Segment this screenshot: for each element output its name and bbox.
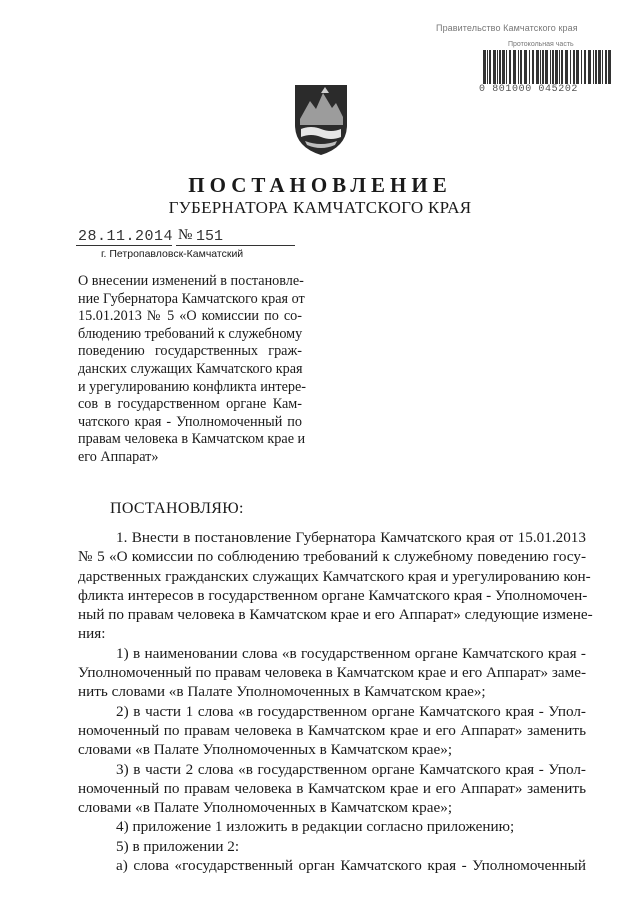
body-paragraph-line: словами «в Палате Уполномоченных в Камчатском крае»;: [78, 741, 453, 759]
document-body: [78, 528, 593, 875]
body-paragraph-line: номоченный по правам человека в Камчатском крае и его Аппарат» заменить: [78, 779, 586, 797]
body-paragraph-line: 1. Внести в постановление Губернатора Камчатского края от 15.01.2013: [116, 529, 586, 546]
subject-line: 15.01.2013 № 5 «О комиссии по со-: [78, 308, 302, 325]
document-subject: [78, 273, 307, 467]
body-paragraph-line: фликта интересов в государственном органе Камчатского края - Уполномочен-: [78, 586, 588, 604]
number-sign: №: [178, 227, 193, 243]
body-paragraph-line: № 5 «О комиссии по соблюдению требований к служебному поведению госу-: [78, 548, 586, 566]
registry-stamp-subheader: Протокольная часть: [508, 41, 574, 48]
subject-line: данских служащих Камчатского края: [78, 360, 303, 377]
registry-stamp-header: Правительство Камчатского края: [436, 23, 578, 33]
subject-line: и урегулированию конфликта интере-: [78, 378, 307, 395]
body-paragraph-line: а) слова «государственный орган Камчатского края - Уполномоченный: [116, 857, 586, 875]
body-paragraph-line: 3) в части 2 слова «в государственном органе Камчатского края - Упол-: [116, 760, 586, 778]
body-paragraph-line: ния:: [78, 625, 106, 643]
issue-city: г. Петропавловск-Камчатский: [101, 248, 244, 260]
kamchatka-coat-of-arms-icon: [291, 81, 351, 157]
subject-line: ние Губернатора Камчатского края от: [78, 290, 305, 307]
body-paragraph-line: 2) в части 1 слова «в государственном органе Камчатского края - Упол-: [116, 702, 586, 720]
document-type-title: ПОСТАНОВЛЕНИЕ: [188, 173, 452, 197]
document-number: 151: [196, 228, 224, 245]
barcode-number: 0 801000 045202: [479, 84, 613, 95]
body-paragraph-line: ный по правам человека в Камчатском крае и его Аппарат» следующие измене-: [78, 606, 593, 624]
number-underline: [176, 245, 295, 246]
body-paragraph-line: номоченный по правам человека в Камчатском крае и его Аппарат» заменить: [78, 721, 586, 739]
body-paragraph-line: 1) в наименовании слова «в государственном органе Камчатского края -: [116, 644, 586, 662]
subject-line: сов в государственном органе Кам-: [78, 396, 302, 413]
body-paragraph-line: Уполномоченный по правам человека в Камчатском крае и его Аппарат» заме-: [78, 664, 587, 682]
body-paragraph-line: 4) приложение 1 изложить в редакции согласно приложению;: [116, 818, 515, 836]
decree-heading: ПОСТАНОВЛЯЮ:: [110, 500, 244, 517]
subject-line: блюдению требований к служебному: [78, 325, 303, 342]
body-paragraph-line: дарственных гражданских служащих Камчатского края и урегулированию кон-: [78, 567, 591, 585]
subject-line: правам человека в Камчатском крае и: [78, 431, 306, 448]
document-date: 28.11.2014: [78, 228, 174, 245]
subject-line: чатского края - Уполномоченный по: [78, 413, 302, 430]
subject-line: О внесении изменений в постановле-: [78, 273, 304, 289]
date-underline: [76, 245, 172, 246]
subject-line: поведению государственных граж-: [78, 343, 302, 360]
body-paragraph-line: 5) в приложении 2:: [116, 837, 240, 855]
issuer-title: ГУБЕРНАТОРА КАМЧАТСКОГО КРАЯ: [168, 198, 472, 217]
body-paragraph-line: словами «в Палате Уполномоченных в Камчатском крае»;: [78, 799, 453, 817]
body-paragraph-line: нить словами «в Палате Уполномоченных в Камчатском крае»;: [78, 683, 486, 701]
subject-line: его Аппарат»: [78, 448, 159, 465]
